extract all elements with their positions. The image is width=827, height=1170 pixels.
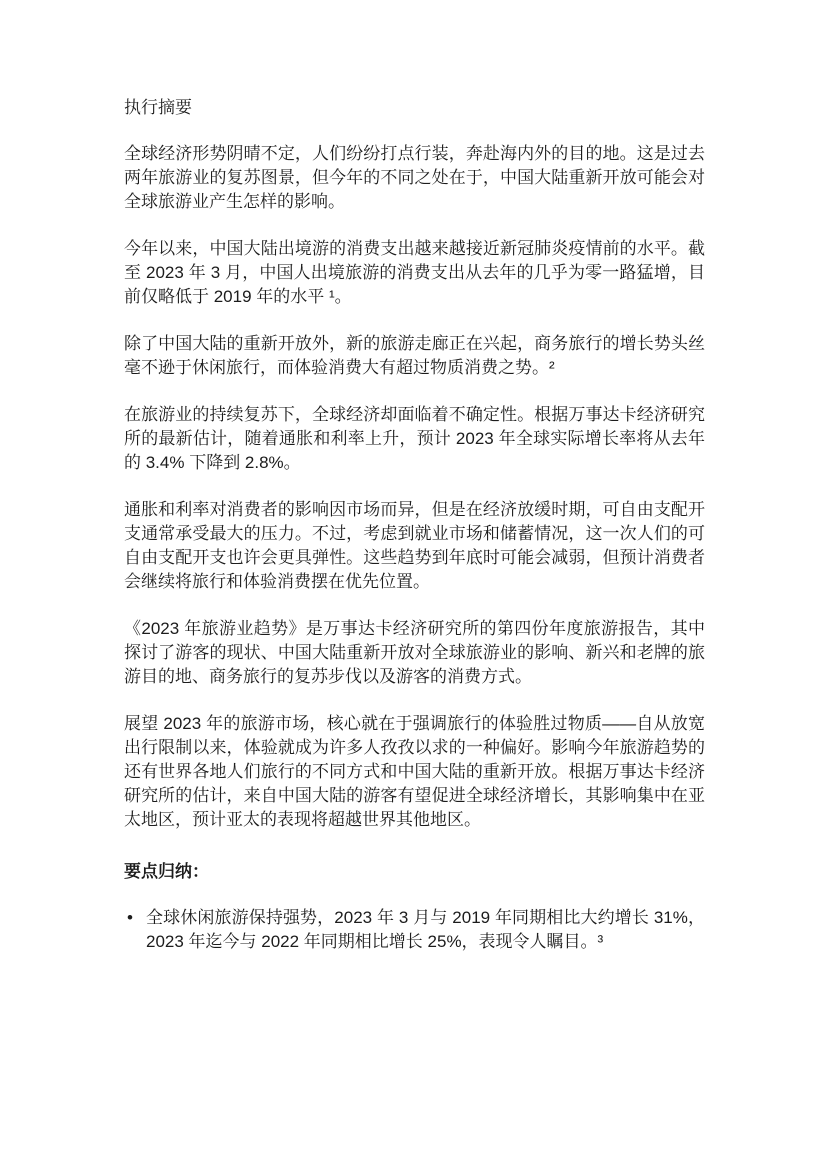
list-item xyxy=(124,906,705,954)
paragraph-report-description: 《2023 年旅游业趋势》是万事达卡经济研究所的第四份年度旅游报告，其中探讨了游客的现状、中国大陆重新开放对全球旅游业的影响、新兴和老牌的旅游目的地、商务旅行的复苏步伐以及游客的消费方式。 xyxy=(124,619,705,686)
paragraph-travel-corridors: 除了中国大陆的重新开放外，新的旅游走廊正在兴起，商务旅行的增长势头丝毫不逊于休闲旅行，而体验消费大有超过物质消费之势。² xyxy=(124,334,705,377)
bullet-text-leisure-travel: 全球休闲旅游保持强势，2023 年 3 月与 2019 年同期相比大约增长 31%，2023 年迄今与 2022 年同期相比增长 25%，表现令人瞩目。³ xyxy=(146,908,705,951)
paragraph-2023-outlook: 展望 2023 年的旅游市场，核心就在于强调旅行的体验胜过物质——自从放宽出行限制以来，体验就成为许多人孜孜以求的一种偏好。影响今年旅游趋势的还有世界各地人们旅行的不同方式和中国大陆的重新开放。根据万事达卡经济研究所的估计，来自中国大陆的游客有望促进全球经济增长，其影响集中在亚太地区，预计亚太的表现将超越世界其他地区。 xyxy=(124,714,705,829)
key-points-heading: 要点归纳： xyxy=(124,862,209,881)
paragraph-global-growth-forecast: 在旅游业的持续复苏下，全球经济却面临着不确定性。根据万事达卡经济研究所的最新估计，随着通胀和利率上升，预计 2023 年全球实际增长率将从去年的 3.4% 下降到 2.8%。 xyxy=(124,405,705,472)
bullet-icon: • xyxy=(127,908,133,927)
paragraph-inflation-discretionary-spending: 通胀和利率对消费者的影响因市场而异，但是在经济放缓时期，可自由支配开支通常承受最大的压力。不过，考虑到就业市场和储蓄情况，这一次人们的可自由支配开支也许会更具弹性。这些趋势到年底时可能会减弱，但预计消费者会继续将旅行和体验消费摆在优先位置。 xyxy=(124,500,705,591)
paragraph-china-outbound-spending: 今年以来，中国大陆出境游的消费支出越来越接近新冠肺炎疫情前的水平。截至 2023 年 3 月，中国人出境旅游的消费支出从去年的几乎为零一路猛增，目前仅略低于 2019 年的水平 ¹。 xyxy=(124,239,705,306)
page-title: 执行摘要 xyxy=(124,98,192,117)
paragraph-intro: 全球经济形势阴晴不定，人们纷纷打点行装，奔赴海内外的目的地。这是过去两年旅游业的复苏图景，但今年的不同之处在于，中国大陆重新开放可能会对全球旅游业产生怎样的影响。 xyxy=(124,144,705,211)
document-content xyxy=(124,96,705,954)
key-points-list xyxy=(124,906,705,954)
